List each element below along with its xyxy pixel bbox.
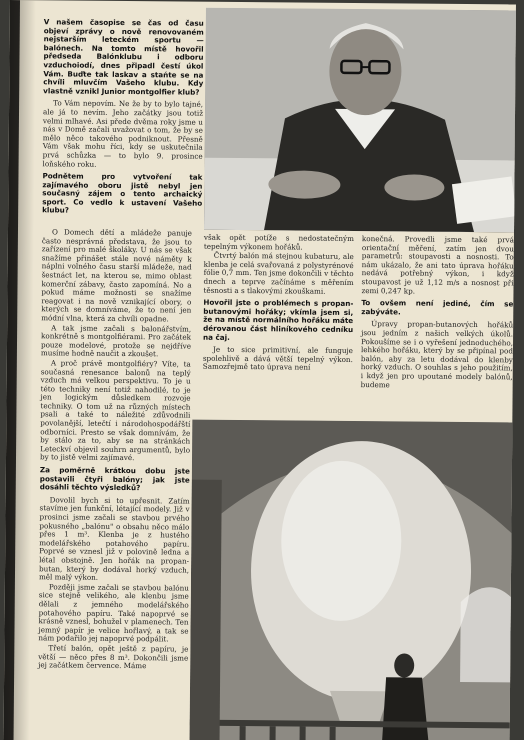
balloon-photo-illustration (189, 420, 516, 740)
question-4: Za poměrně krátkou dobu jste postavili čtyři balóny; jak jste dosáhli těchto výsledků? (39, 465, 190, 493)
portrait-photo (204, 8, 516, 233)
column-right (361, 235, 514, 391)
answer-mid-2: Čtvrtý balón má stejnou kubaturu, ale klenba je celá svařovaná z polystyrénové fólie 0,7 mm. Ten jsme dokončili v těchto dnech a teprve začínáme s měřením těsnosti a s tlakovými zkouškami. (203, 250, 354, 296)
answer-4b: Později jsme začali se stavbou balónu sice stejně velikého, ale klenbu jsme dělali z jemného modelářského potahového papíru. Také napoprvé se krásně vznesl, bohužel v plamenech. Ten jemný papír je velice hořlavý, a tak se nám podařilo jej napoprvé podpálit. (38, 582, 189, 644)
portrait-photo-illustration (204, 8, 516, 233)
question-2: Podnětem pro vytvoření tak zajímavého oboru jistě nebyl jen současný zájem o tento archaický sport. Co vedlo k ustavení Vašeho klubu? (42, 171, 203, 215)
balloon-photo (189, 420, 516, 740)
answer-2c: A proč právě montgolfiéry? Víte, ta současná renesance balonů na teplý vzduch má velkou perspektivu. To je u této techniky není totiž nahodilé, to je jen logickým důsledkem rozvoje techniky. O tom už na různých místech psali a také to náležité zdůvodnili povolanější, letečtí i národohospodářští odborníci. Presto se však domnívám, že by stálo za to, aby se na stránkách Leteckví objevil souhrn argumentů, bylo by to jistě velmi zajímavé. (39, 358, 191, 463)
magazine-page (4, 0, 516, 740)
answer-2b: A tak jsme začali s balonářstvím, konkrétně s montgolfiérami. Pro začátek pouze modelové, protože se nejdříve musíme hodně naučit a zkoušet. (40, 322, 192, 359)
answer-5: Úpravy propan-butanových hořáků jsou jedním z našich velkých úkolů. Pokoušíme se i o vyřešení jednoduchého, lehkého hořáku, který by se připínal pod balón, aby za letu dodával do klenby horký vzduch. O souhlas s jeho použitím, i když jen pro upoutané modely balónů, budeme (360, 319, 514, 389)
column-middle-left (38, 228, 192, 672)
answer-1: To Vám nepovím. Ne že by to bylo tajné, ale já to nevím. Jeho začátky jsou totiž velmi mlhavé. Asi přede dvěma roky jsme u nás v Domě začali uvažovat o tom, že by se mělo něco takového podniknout. Přesně Vám však mohu říci, kdy se uskutečnila prvá schůzka — to bylo 9. prosince loňského roku. (42, 98, 204, 169)
question-1: V našem časopise se čas od času objeví zprávy o nově renovovaném nejstarším leteckém sportu — balónech. Na tomto místě hovořil předseda Balónklubu i odboru vzduchoiodí, dnes připadl čestí úkol Vám. Buďte tak laskav a stańte se na chvíli mluvčím Vašeho klubu. Kdy vlastně vznikl Junior montgolfier klub? (43, 17, 204, 97)
question-3: Hovořil jste o problémech s propan-butanovými hořáky; vkímla jsem si, že na místě normálního hořáku máte dérovanou část hliníkového cedníku na čaj. (203, 297, 354, 342)
answer-3b: konečná. Provedli jsme také prvá orientační měření, zatím jen dvou parametrů: stoupavosti a nosnosti. To nám ukázalo, že ani tato úprava hořáku nedává potřebný výkon, i když stoupavost je už 1,12 m/s a nosnost při zemi 0,247 kp. (361, 234, 514, 296)
answer-mid: však opět potíže s nedostatečným tepelným výkonem hořáků. (203, 232, 354, 252)
question-5: To ovšem není jediné, čím se zabýváte. (361, 298, 514, 317)
answer-2: O Domech dětí a mládeže panuje často nesprávná představa, že jsou to zařízení pro malé školáky. U nás se však snažíme přinášet stále nové náměty k náplni volného času starší mládeže, nad šestnáct let, na kterou se, mimo oblast komerční zábavy, často zapomíná. No a pokud máme možnosti se snažíme reagovat i na nově vznikající obory, o kterých se domníváme, že to není jen módní vlna, která za chvíli opadne. (41, 227, 193, 324)
answer-4c: Třetí balón, opět ještě z papíru, je větší — něco přes 8 m³. Dokončili jsme jej začátkem července. Máme (38, 643, 189, 671)
column-top-left (42, 14, 204, 220)
answer-4: Dovolil bych si to upřesnit. Zatím stavíme jen funkční, létající modely. Již v prosinci jsme začali se stavbou prvého pokusného „balónu" o obsahu něco málo přes 1 m³. Klenba je z hustého modelářského potahového papíru. Poprvé se vznesl již v polovině ledna a létal obstojně. Jen hořák na propan-butan, který by dodával horký vzduch, měl malý výkon. (38, 495, 190, 582)
column-middle (203, 234, 354, 374)
answer-3: Je to sice primitivní, ale funguje spolehlivě a dává větší tepelný výkon. Samozřejmě tato úprava není (202, 344, 353, 372)
